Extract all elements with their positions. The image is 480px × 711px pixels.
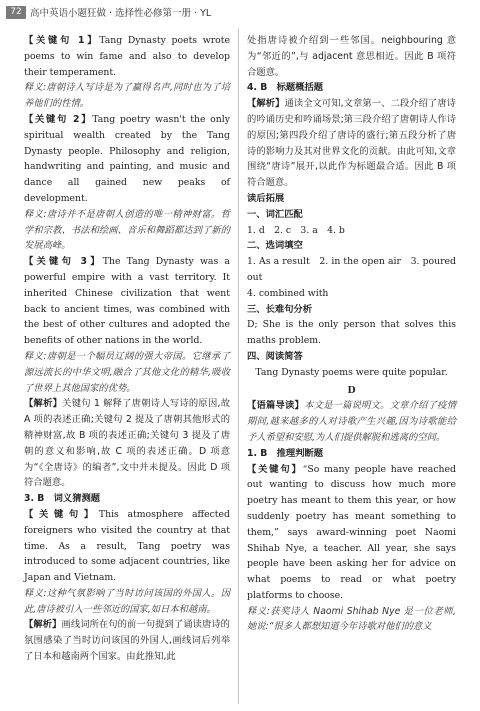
analysis-tag: 【解析】: [247, 98, 285, 110]
key-sentence-english: Tang poetry wasn't the only spiritual wealth created by the Tang Dynasty people. Philosophy and religion, handwriting and painting, and music and dance all gained new peaks of development.: [24, 113, 230, 204]
passage-label: D: [347, 384, 356, 396]
key-sentence-english: The Tang Dynasty was a powerful empire with a vast territory. It inherited Chinese civilization that went back to ancient times, was combined with the best of other cultures and adopted the benefits of other nations in the world.: [24, 256, 230, 347]
right-column: [247, 33, 456, 635]
analysis: [24, 396, 230, 491]
analysis: [24, 617, 230, 664]
passage-guide: [247, 398, 456, 445]
translation: 释义:唐诗并不是唐朝人创造的唯一精神财富。哲学和宗教、书法和绘画、音乐和舞蹈都达到了新的发展高峰。: [24, 208, 230, 252]
answer-line: 4. combined with: [247, 287, 329, 299]
analysis-continued: 处指唐诗被介绍到一些邻国。neighbouring 意为“邻近的”,与 adjacent 意思相近。因此 B 项符合题意。: [247, 35, 456, 78]
guide-text: 本文是一篇说明文。文章介绍了疫情期间,越来越多的人对诗歌产生兴趣,因为诗歌能给予人希望和安慰,为人们提供解脱和逃离的空间。: [247, 400, 456, 443]
book-title: 高中英语小题狂做 · 选择性必修第一册 · YL: [30, 8, 212, 19]
page-number: 72: [6, 6, 26, 19]
key-sentence-1: [24, 33, 230, 80]
key-sentence: [24, 507, 230, 586]
question-heading: 4. B 标题概括题: [247, 82, 324, 94]
key-sentence-2: [24, 112, 230, 207]
key-sentence-english: This atmosphere affected foreigners who visited the country at that time. As a result, Tang poetry was introduced to some adjacent countries, like Japan and Vietnam.: [24, 508, 230, 584]
question-heading: 3. B 词义猜测题: [24, 493, 101, 505]
subsection-title: 三、长难句分析: [247, 303, 313, 315]
answer-line: 1. d 2. c 3. a 4. b: [247, 224, 345, 236]
key-sentence-tag: 【关键句 3】: [24, 256, 103, 268]
analysis-text: 关键句 1 解释了唐朝诗人写诗的原因,故 A 项的表述正确;关键句 2 提及了唐朝其他形式的精神财富,故 B 项的表述正确;关键句 3 提及了唐朝的意义和影响,故 C 项的表述正确。D 项意为“《全唐诗》的编者”,文中并未提及。因此 D 项符合题意。: [24, 398, 230, 489]
analysis: [247, 96, 456, 191]
key-sentence: [247, 462, 456, 604]
subsection-title: 二、选词填空: [247, 240, 303, 252]
key-sentence-english: Tang Dynasty poets wrote poems to win fame and also to develop their temperament.: [24, 35, 230, 78]
key-sentence-tag: 【关键句】: [24, 508, 99, 520]
answer-line: D; She is the only person that solves this maths problem.: [247, 319, 456, 347]
page-header: [0, 0, 480, 24]
translation: 释义:获奖诗人 Naomi Shihab Nye 是一位老师,她说:“很多人都想知道今年诗歌对他们的意义: [247, 605, 456, 633]
key-sentence-3: [24, 254, 230, 349]
translation: 释义:唐朝诗人写诗是为了赢得名声,同时也为了培养他们的性情。: [24, 82, 230, 110]
key-sentence-tag: 【关键句 1】: [24, 35, 100, 46]
answer-line: 1. As a result 2. in the open air 3. poured out: [247, 256, 456, 283]
key-sentence-tag: 【关键句】: [247, 463, 303, 475]
guide-tag: 【语篇导读】: [247, 400, 305, 412]
analysis-tag: 【解析】: [24, 398, 63, 410]
analysis-tag: 【解析】: [24, 619, 62, 631]
answer-line: Tang Dynasty poems were quite popular.: [255, 366, 448, 378]
translation: 释义:这种气氛影响了当时访问该国的外国人。因此,唐诗被引入一些邻近的国家,如日本和越南。: [24, 587, 230, 615]
key-sentence-tag: 【关键句 2】: [24, 113, 93, 125]
column-divider: [238, 28, 239, 704]
subsection-title: 一、词汇匹配: [247, 208, 303, 220]
key-sentence-english: “So many people have reached out wanting to discuss how much more poetry has meant to them this year, or how suddenly poetry has meant something to them,” says award-winning poet Naomi Shihab Nye, a teacher. All year, she says people have been asking her for advice on what poems to read or what poetry platforms to choose.: [247, 463, 456, 601]
question-heading: 1. B 推理判断题: [247, 447, 324, 459]
analysis-text: 画线词所在句的前一句提到了诵读唐诗的氛围感染了当时访问该国的外国人,画线词后列举了日本和越南两个国家。由此推知,此: [24, 619, 230, 663]
translation: 释义:唐朝是一个幅员辽阔的强大帝国。它继承了源远流长的中华文明,融合了其他文化的精华,吸收了世界上其他国家的优势。: [24, 350, 230, 394]
left-column: [24, 33, 230, 665]
subsection-title: 四、阅读简答: [247, 350, 303, 362]
analysis-text: 通读全文可知,文章第一、二段介绍了唐诗的吟诵历史和吟诵场景;第三段介绍了唐朝诗人作诗的原因;第四段介绍了唐诗的盛行;第五段分析了唐诗的影响力及其对世界文化的贡献。由此可知,文章围绕“唐诗”展开,以此作为标题最合适。因此 B 项符合题意。: [247, 98, 456, 189]
section-title: 读后拓展: [247, 192, 285, 204]
